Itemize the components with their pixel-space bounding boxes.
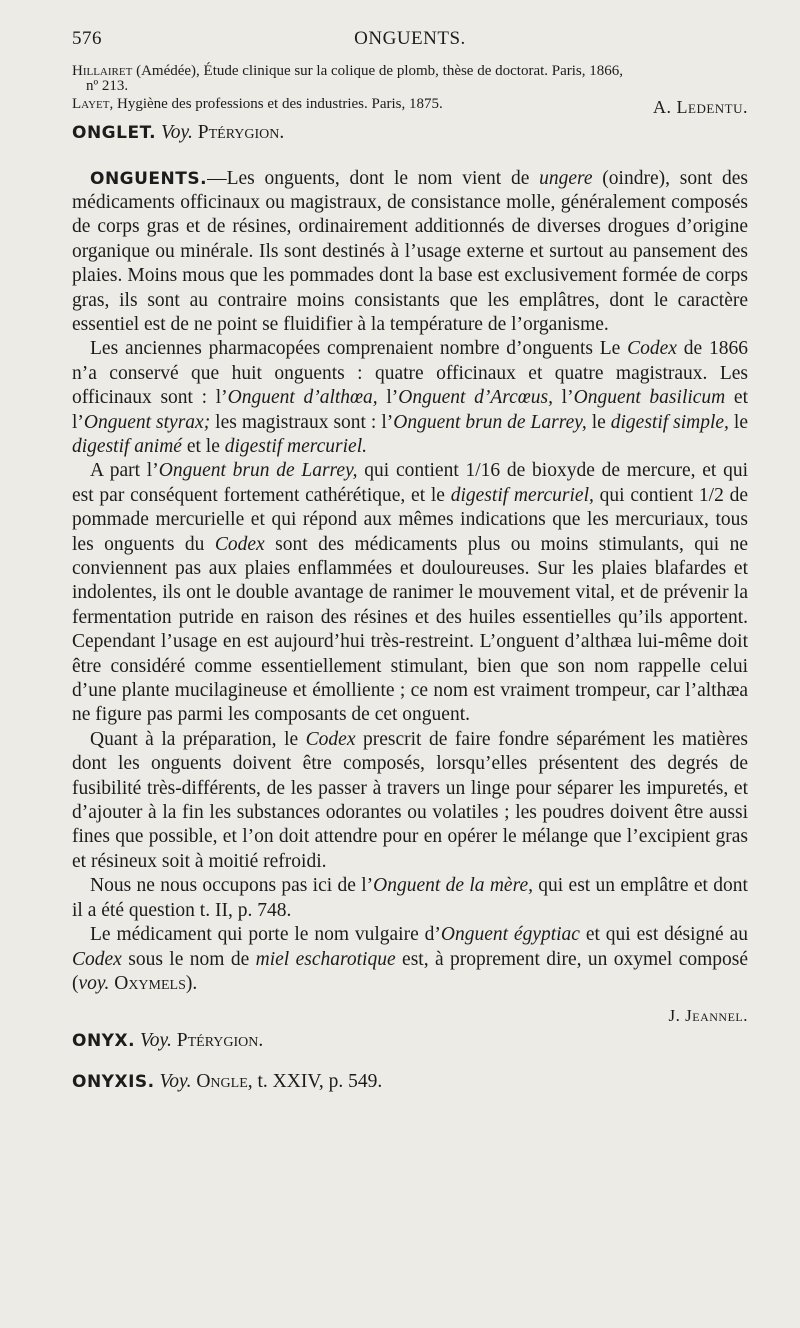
running-head <box>72 28 748 52</box>
onguents-paragraph-2: Les anciennes pharmacopées comprenaient nombre d’onguents Le Codex de 1866 n’a conservé que huit onguents : quatre officinaux et quatre magistraux. Les officinaux sont : l’Onguent d’althœa, l’Onguent d’Arcœus, l’Onguent basilicum et l’Onguent styrax; les magistraux sont : l’Onguent brun de Larrey, le digestif simple, le digestif animé et le digestif mercuriel. <box>72 338 749 457</box>
signature-ledentu: A. Ledentu. <box>653 97 748 117</box>
headword: ONYXIS. <box>72 1071 155 1092</box>
bib-author: Hillairet <box>72 63 133 79</box>
signature-jeannel: J. Jeannel. <box>668 1006 748 1026</box>
bibliography-item: Layet, Hygiène des professions et des industries. Paris, 1875. <box>72 96 443 112</box>
entry-onyxis: ONYXIS. Voy. Ongle, t. XXIV, p. 549. <box>72 1070 383 1092</box>
running-title: ONGUENTS. <box>354 28 466 49</box>
bibliography-item: Hillairet (Amédée), Étude clinique sur la colique de plomb, thèse de doctorat. Paris, 1866, nº 213. <box>72 63 624 94</box>
cross-reference: Ptérygion. <box>197 122 285 143</box>
cross-reference: Ongle <box>196 1070 248 1092</box>
onguents-paragraph-5: Nous ne nous occupons pas ici de l’Onguent de la mère, qui est un emplâtre et dont il a été question t. II, p. 748. <box>72 875 748 921</box>
onguents-paragraph-1: ONGUENTS.—Les onguents, dont le nom vient de ungere (oindre), sont des médicaments officinaux ou magistraux, de consistance molle, généralement composés de corps gras et de résines, ordinairement additionnés de diverses drogues d’origine organique ou minérale. Ils sont destinés à l’usage externe et surtout au pansement des plaies. Moins mous que les pommades dont la base est exclusivement formée de corps gras, ils sont au contraire moins consistants que les emplâtres, dont le caractère essentiel est de ne point se fluidifier à la température de l’organisme. <box>72 167 748 335</box>
onguents-paragraph-3: A part l’Onguent brun de Larrey, qui contient 1/16 de bioxyde de mercure, et qui est par conséquent fortement cathérétique, et le digestif mercuriel, qui contient 1/2 de pommade mercurielle et qui répond aux mêmes indications que les mercuriaux, tous les onguents du Codex sont des médicaments plus ou moins stimulants, qui ne conviennent pas aux plaies enflammées et douloureuses. Sur les plaies blafardes et indolentes, ils ont le double avantage de ranimer le mouvement vital, et de prévenir la fermentation putride en raison des résines et des huiles essentielles qu’ils apportent. Cependant l’usage en est aujourd’hui très-restreint. L’onguent d’althæa lui-même doit être considéré comme essentiellement stimulant, bien que son nom rappelle celui d’une plante mucilagineuse et émolliente ; ce nom est vraiment trompeur, car l’althæa ne figure pas parmi les composants de cet onguent. <box>72 460 748 726</box>
entry-onyx: ONYX. Voy. Ptérygion. <box>72 1030 264 1052</box>
headword: ONGUENTS. <box>90 168 208 189</box>
headword: ONYX. <box>72 1031 136 1052</box>
headword: ONGLET. <box>72 123 157 143</box>
page-number: 576 <box>72 28 102 49</box>
onguents-paragraph-4: Quant à la préparation, le Codex prescrit de faire fondre séparément les matières dont les onguents doivent être composés, lorsqu’elles présentent des degrés de fusibilité très-différents, de les passer à travers un linge pour séparer les impuretés, et d’ajouter à la fin les substances odorantes ou volatiles ; les poudres doivent être aussi fines que possible, et l’on doit attendre pour en opérer le mélange que l’excipient gras et résineux soit à moitié refroidi. <box>72 728 749 872</box>
bib-author: Layet <box>72 96 110 112</box>
page <box>72 28 748 1095</box>
cross-reference: Ptérygion. <box>176 1030 264 1052</box>
onguents-paragraph-6: Le médicament qui porte le nom vulgaire d’Onguent égyptiac et qui est désigné au Codex sous le nom de miel escharotique est, à proprement dire, un oxymel composé (voy. Oxymels). <box>72 924 749 994</box>
entry-onglet: ONGLET. Voy. Ptérygion. <box>72 122 285 143</box>
